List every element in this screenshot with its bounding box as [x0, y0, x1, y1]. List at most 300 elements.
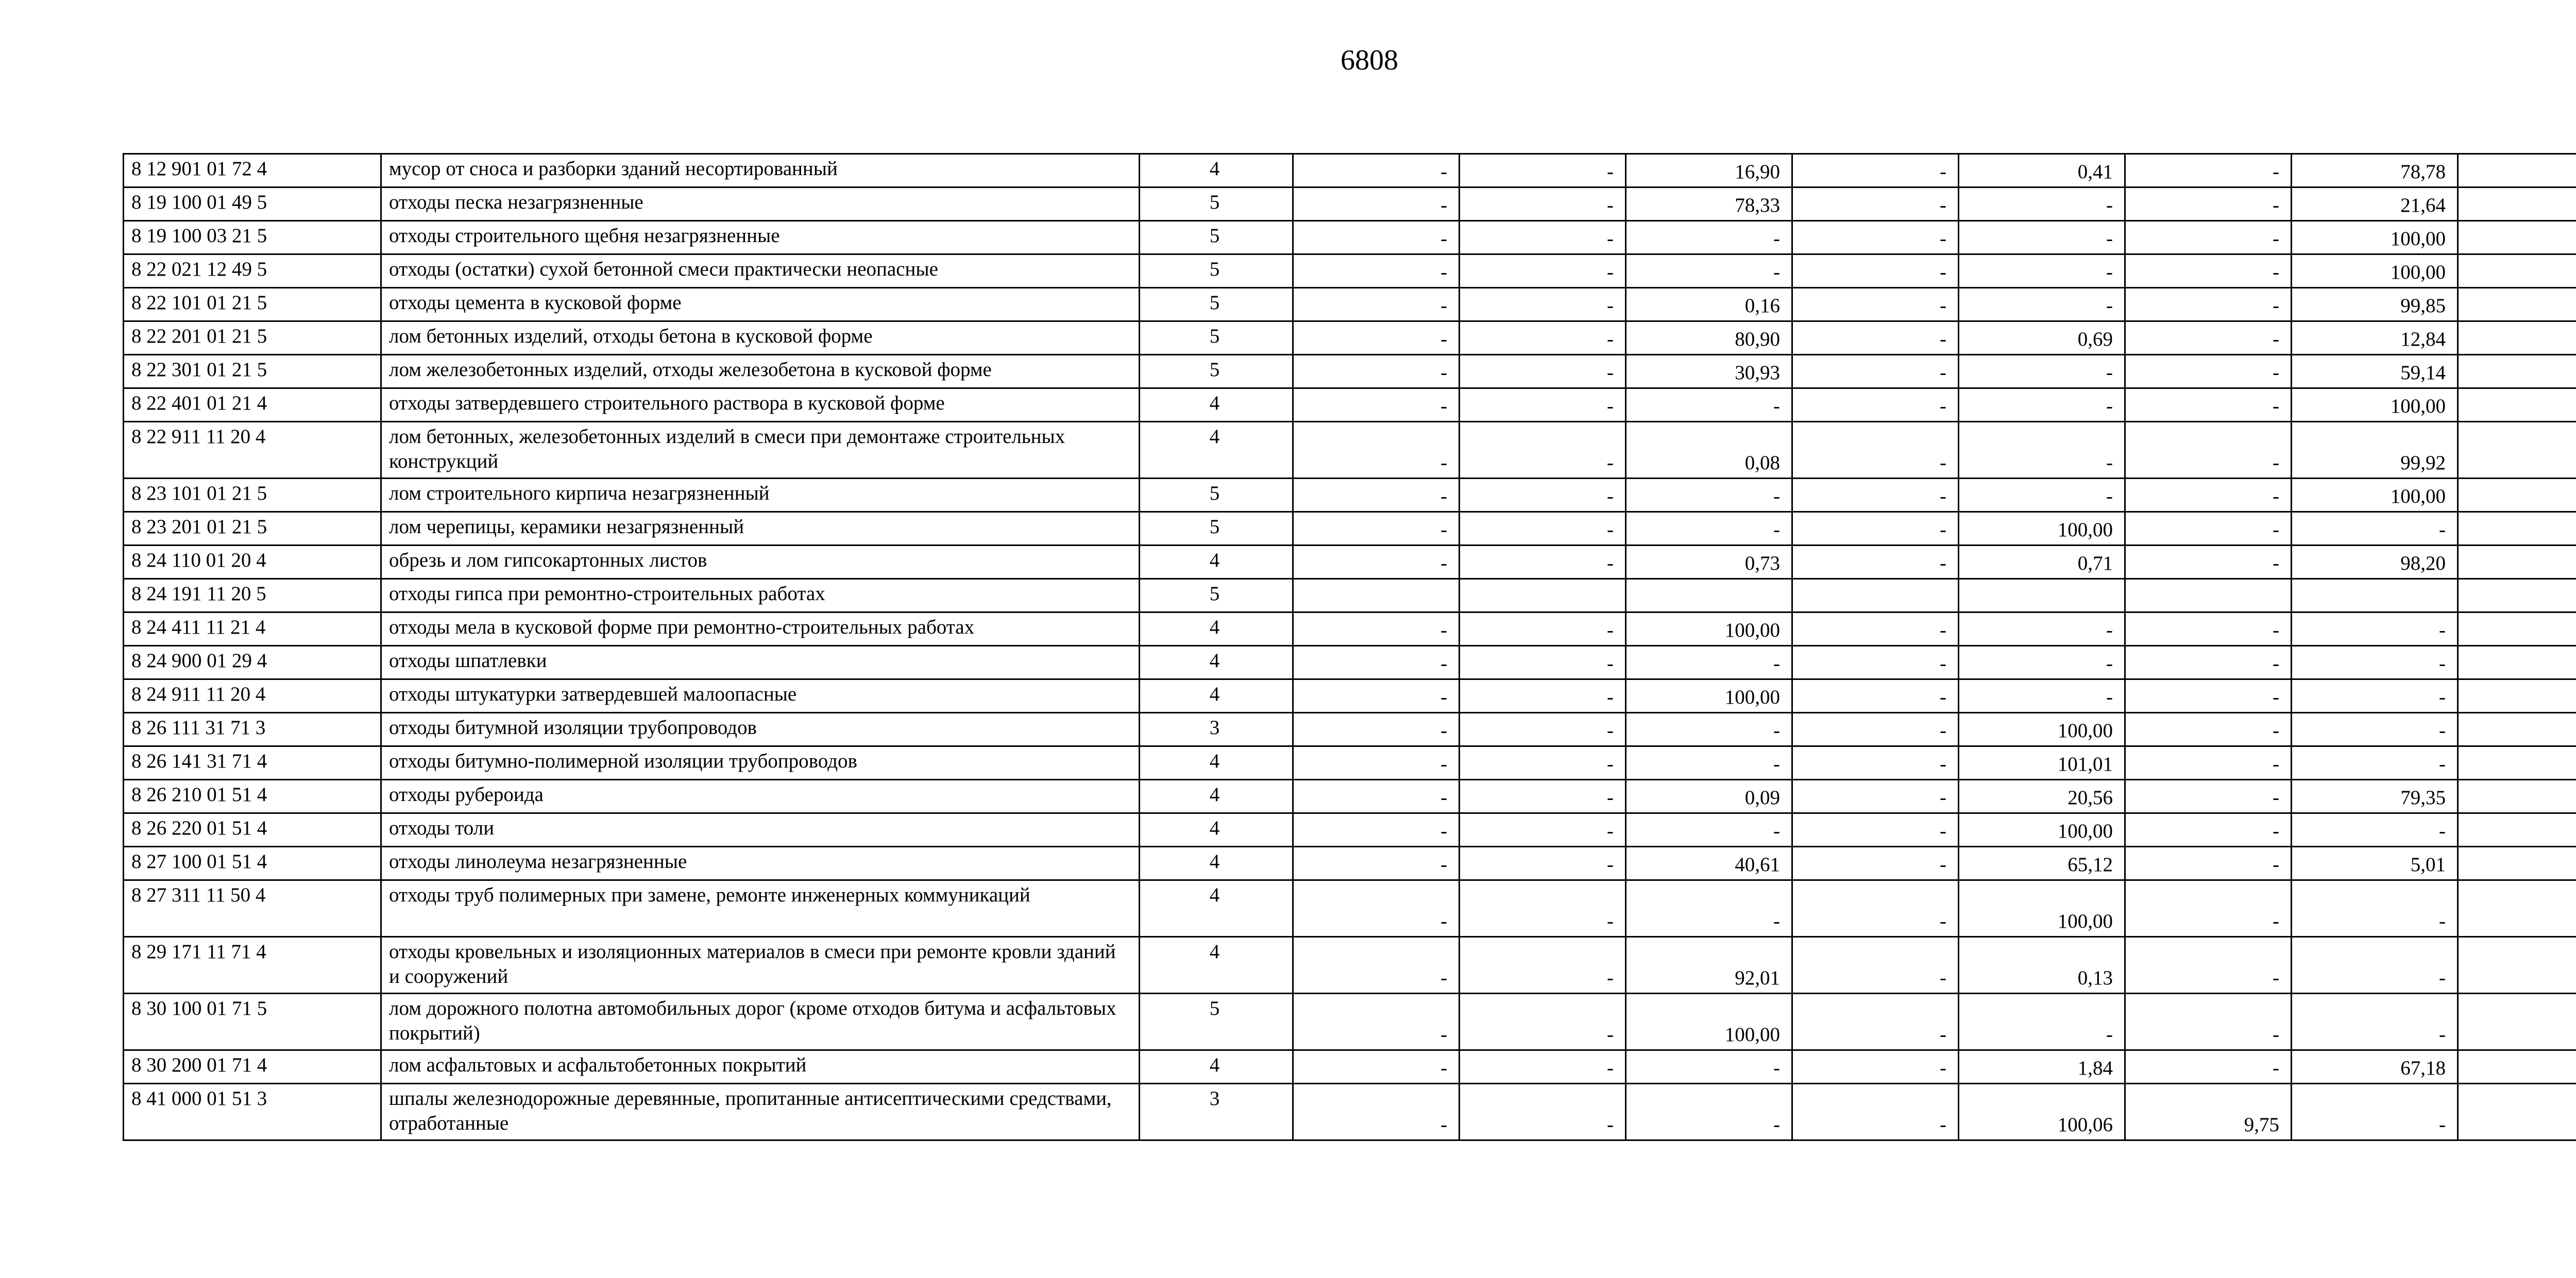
value-cell: 99,92 — [2292, 422, 2458, 479]
waste-code-cell: 8 24 110 01 20 4 — [124, 546, 381, 579]
value-cell: - — [1293, 221, 1460, 254]
value-cell: - — [1792, 713, 1959, 746]
waste-code-cell: 8 41 000 01 51 3 — [124, 1084, 381, 1140]
value-cell: - — [1792, 847, 1959, 880]
value-cell — [2458, 321, 2576, 355]
value-cell: - — [1792, 612, 1959, 646]
value-cell: 0,16 — [1626, 288, 1792, 321]
waste-name-cell: лом железобетонных изделий, отходы железобетона в кусковой форме — [381, 355, 1140, 388]
hazard-class-cell: 5 — [1140, 355, 1293, 388]
value-cell: - — [1293, 1050, 1460, 1084]
waste-name-cell: отходы песка незагрязненные — [381, 188, 1140, 221]
value-cell: - — [2292, 612, 2458, 646]
value-cell: - — [2125, 713, 2292, 746]
value-cell: 100,00 — [2292, 221, 2458, 254]
value-cell: - — [2292, 880, 2458, 937]
value-cell: - — [2125, 479, 2292, 512]
value-cell — [1792, 579, 1959, 612]
value-cell: - — [1626, 479, 1792, 512]
waste-name-cell: лом черепицы, керамики незагрязненный — [381, 512, 1140, 546]
hazard-class-cell: 4 — [1140, 847, 1293, 880]
value-cell: - — [1460, 188, 1626, 221]
value-cell: - — [1792, 880, 1959, 937]
table-row — [124, 746, 2576, 780]
value-cell: - — [1460, 847, 1626, 880]
hazard-class-cell: 5 — [1140, 579, 1293, 612]
value-cell: - — [2125, 254, 2292, 288]
hazard-class-cell: 5 — [1140, 994, 1293, 1050]
value-cell: - — [1293, 937, 1460, 994]
waste-code-cell: 8 24 191 11 20 5 — [124, 579, 381, 612]
value-cell — [2458, 612, 2576, 646]
table-row — [124, 512, 2576, 546]
value-cell: 21,64 — [2292, 188, 2458, 221]
value-cell: 0,69 — [1959, 321, 2125, 355]
value-cell: 100,00 — [1959, 880, 2125, 937]
value-cell — [2458, 154, 2576, 188]
waste-name-cell: обрезь и лом гипсокартонных листов — [381, 546, 1140, 579]
value-cell: - — [1293, 612, 1460, 646]
value-cell: 59,14 — [2292, 355, 2458, 388]
value-cell: - — [1293, 321, 1460, 355]
hazard-class-cell: 4 — [1140, 679, 1293, 713]
waste-code-cell: 8 29 171 11 71 4 — [124, 937, 381, 994]
value-cell: - — [1293, 388, 1460, 422]
hazard-class-cell: 5 — [1140, 512, 1293, 546]
value-cell: - — [2125, 221, 2292, 254]
table-row — [124, 188, 2576, 221]
value-cell — [2458, 388, 2576, 422]
value-cell: 65,12 — [1959, 847, 2125, 880]
value-cell: 0,13 — [1959, 937, 2125, 994]
value-cell: - — [1792, 288, 1959, 321]
value-cell: 12,84 — [2292, 321, 2458, 355]
value-cell: 100,00 — [2292, 388, 2458, 422]
value-cell: - — [2125, 321, 2292, 355]
waste-code-cell: 8 22 201 01 21 5 — [124, 321, 381, 355]
waste-name-cell: отходы кровельных и изоляционных материалов в смеси при ремонте кровли зданий и сооружений — [381, 937, 1140, 994]
value-cell: - — [1626, 221, 1792, 254]
value-cell — [2458, 994, 2576, 1050]
table-row — [124, 1050, 2576, 1084]
value-cell — [2125, 579, 2292, 612]
waste-code-cell: 8 24 411 11 21 4 — [124, 612, 381, 646]
value-cell — [2458, 579, 2576, 612]
value-cell: - — [1626, 813, 1792, 847]
table-row — [124, 813, 2576, 847]
value-cell: 78,78 — [2292, 154, 2458, 188]
value-cell: - — [2292, 646, 2458, 679]
table-row — [124, 321, 2576, 355]
waste-name-cell: шпалы железнодорожные деревянные, пропитанные антисептическими средствами, отработанные — [381, 1084, 1140, 1140]
value-cell: - — [1460, 288, 1626, 321]
value-cell: - — [2292, 813, 2458, 847]
value-cell: - — [1293, 646, 1460, 679]
value-cell: - — [1792, 813, 1959, 847]
value-cell: - — [1293, 813, 1460, 847]
value-cell: 80,90 — [1626, 321, 1792, 355]
value-cell: - — [1460, 713, 1626, 746]
value-cell — [2458, 254, 2576, 288]
value-cell: 1,84 — [1959, 1050, 2125, 1084]
hazard-class-cell: 4 — [1140, 780, 1293, 813]
table-row — [124, 679, 2576, 713]
value-cell: - — [1293, 847, 1460, 880]
value-cell: - — [1959, 422, 2125, 479]
value-cell: - — [1460, 479, 1626, 512]
value-cell: - — [1626, 646, 1792, 679]
table-row — [124, 154, 2576, 188]
value-cell: - — [1792, 388, 1959, 422]
value-cell: - — [1792, 546, 1959, 579]
value-cell: - — [1959, 188, 2125, 221]
value-cell: - — [1626, 1050, 1792, 1084]
value-cell: - — [2292, 713, 2458, 746]
hazard-class-cell: 5 — [1140, 254, 1293, 288]
value-cell: - — [1293, 780, 1460, 813]
value-cell: - — [1792, 479, 1959, 512]
waste-code-cell: 8 26 220 01 51 4 — [124, 813, 381, 847]
value-cell: - — [2125, 1050, 2292, 1084]
value-cell: - — [2125, 188, 2292, 221]
value-cell: 0,09 — [1626, 780, 1792, 813]
value-cell: - — [1293, 512, 1460, 546]
value-cell: - — [1460, 512, 1626, 546]
value-cell: - — [1792, 355, 1959, 388]
table-row — [124, 388, 2576, 422]
page-number: 6808 — [1341, 44, 1398, 76]
value-cell: - — [1293, 994, 1460, 1050]
value-cell: 0,41 — [1959, 154, 2125, 188]
value-cell: - — [1293, 188, 1460, 221]
value-cell — [2458, 221, 2576, 254]
value-cell: - — [2125, 512, 2292, 546]
value-cell: - — [1626, 880, 1792, 937]
table-row — [124, 1084, 2576, 1140]
table-row — [124, 780, 2576, 813]
value-cell: - — [2292, 994, 2458, 1050]
waste-code-cell: 8 30 100 01 71 5 — [124, 994, 381, 1050]
waste-name-cell: отходы труб полимерных при замене, ремонте инженерных коммуникаций — [381, 880, 1140, 937]
value-cell: - — [1293, 746, 1460, 780]
table-row — [124, 937, 2576, 994]
value-cell — [2458, 847, 2576, 880]
value-cell: - — [1792, 780, 1959, 813]
value-cell: - — [1460, 422, 1626, 479]
waste-code-cell: 8 19 100 03 21 5 — [124, 221, 381, 254]
value-cell: - — [1959, 646, 2125, 679]
value-cell: - — [2125, 880, 2292, 937]
value-cell: - — [1460, 880, 1626, 937]
value-cell: 99,85 — [2292, 288, 2458, 321]
value-cell: - — [1626, 512, 1792, 546]
waste-name-cell: лом бетонных, железобетонных изделий в смеси при демонтаже строительных конструкций — [381, 422, 1140, 479]
hazard-class-cell: 4 — [1140, 880, 1293, 937]
value-cell: - — [1460, 1050, 1626, 1084]
hazard-class-cell: 4 — [1140, 646, 1293, 679]
hazard-class-cell: 4 — [1140, 746, 1293, 780]
value-cell: - — [1626, 388, 1792, 422]
value-cell: - — [1460, 546, 1626, 579]
value-cell — [2458, 288, 2576, 321]
value-cell: - — [1460, 321, 1626, 355]
value-cell: - — [2125, 355, 2292, 388]
value-cell — [2458, 479, 2576, 512]
table-row — [124, 254, 2576, 288]
value-cell — [2458, 188, 2576, 221]
waste-code-cell: 8 30 200 01 71 4 — [124, 1050, 381, 1084]
value-cell: - — [1792, 1084, 1959, 1140]
value-cell: - — [2125, 646, 2292, 679]
value-cell: 16,90 — [1626, 154, 1792, 188]
value-cell: 100,00 — [1959, 512, 2125, 546]
waste-name-cell: мусор от сноса и разборки зданий несортированный — [381, 154, 1140, 188]
value-cell — [2458, 746, 2576, 780]
value-cell: - — [1293, 1084, 1460, 1140]
waste-name-cell: отходы рубероида — [381, 780, 1140, 813]
waste-code-cell: 8 26 111 31 71 3 — [124, 713, 381, 746]
table-row — [124, 713, 2576, 746]
value-cell: - — [2125, 612, 2292, 646]
hazard-class-cell: 5 — [1140, 479, 1293, 512]
value-cell: - — [1460, 388, 1626, 422]
value-cell: - — [1293, 154, 1460, 188]
table-row — [124, 612, 2576, 646]
waste-name-cell: лом строительного кирпича незагрязненный — [381, 479, 1140, 512]
value-cell: - — [2125, 847, 2292, 880]
value-cell: - — [1460, 780, 1626, 813]
value-cell — [1293, 579, 1460, 612]
value-cell: 100,00 — [2292, 254, 2458, 288]
value-cell: - — [1460, 746, 1626, 780]
value-cell — [1460, 579, 1626, 612]
waste-name-cell: отходы строительного щебня незагрязненные — [381, 221, 1140, 254]
waste-name-cell: лом бетонных изделий, отходы бетона в кусковой форме — [381, 321, 1140, 355]
value-cell: - — [1626, 254, 1792, 288]
value-cell: - — [1460, 937, 1626, 994]
value-cell: - — [2125, 746, 2292, 780]
value-cell: - — [1293, 880, 1460, 937]
value-cell: - — [2125, 780, 2292, 813]
value-cell: 5,01 — [2292, 847, 2458, 880]
hazard-class-cell: 5 — [1140, 188, 1293, 221]
hazard-class-cell: 4 — [1140, 1050, 1293, 1084]
hazard-class-cell: 4 — [1140, 813, 1293, 847]
value-cell — [2458, 1050, 2576, 1084]
hazard-class-cell: 4 — [1140, 937, 1293, 994]
value-cell: - — [1293, 479, 1460, 512]
value-cell: - — [1293, 713, 1460, 746]
value-cell: - — [1460, 355, 1626, 388]
table-row — [124, 221, 2576, 254]
value-cell: 0,08 — [1626, 422, 1792, 479]
waste-name-cell: лом дорожного полотна автомобильных дорог (кроме отходов битума и асфальтовых покрытий) — [381, 994, 1140, 1050]
table-row — [124, 880, 2576, 937]
value-cell — [2458, 937, 2576, 994]
hazard-class-cell: 4 — [1140, 422, 1293, 479]
value-cell: 9,75 — [2125, 1084, 2292, 1140]
hazard-class-cell: 4 — [1140, 546, 1293, 579]
waste-code-cell: 8 22 911 11 20 4 — [124, 422, 381, 479]
waste-name-cell: отходы мела в кусковой форме при ремонтно-строительных работах — [381, 612, 1140, 646]
value-cell: - — [1460, 254, 1626, 288]
value-cell: 40,61 — [1626, 847, 1792, 880]
hazard-class-cell: 4 — [1140, 154, 1293, 188]
value-cell: - — [1460, 154, 1626, 188]
table-row — [124, 994, 2576, 1050]
waste-name-cell: отходы (остатки) сухой бетонной смеси практически неопасные — [381, 254, 1140, 288]
value-cell: - — [1959, 479, 2125, 512]
waste-name-cell: отходы цемента в кусковой форме — [381, 288, 1140, 321]
value-cell — [2458, 880, 2576, 937]
waste-code-cell: 8 22 401 01 21 4 — [124, 388, 381, 422]
value-cell: - — [1792, 994, 1959, 1050]
value-cell: 100,00 — [1626, 994, 1792, 1050]
value-cell: - — [1792, 512, 1959, 546]
value-cell: - — [1792, 254, 1959, 288]
value-cell: - — [1293, 422, 1460, 479]
hazard-class-cell: 3 — [1140, 1084, 1293, 1140]
value-cell: - — [1959, 355, 2125, 388]
table-row — [124, 479, 2576, 512]
value-cell: - — [1460, 1084, 1626, 1140]
value-cell: 67,18 — [2292, 1050, 2458, 1084]
waste-code-cell: 8 24 911 11 20 4 — [124, 679, 381, 713]
waste-table-body — [124, 154, 2576, 1140]
value-cell: - — [1792, 221, 1959, 254]
value-cell: - — [1792, 679, 1959, 713]
value-cell: - — [1792, 746, 1959, 780]
hazard-class-cell: 3 — [1140, 713, 1293, 746]
value-cell: - — [2125, 937, 2292, 994]
value-cell: - — [1460, 646, 1626, 679]
value-cell — [2458, 355, 2576, 388]
value-cell: - — [2292, 679, 2458, 713]
value-cell: - — [2125, 422, 2292, 479]
waste-code-cell: 8 26 141 31 71 4 — [124, 746, 381, 780]
value-cell: - — [2125, 679, 2292, 713]
value-cell: - — [1460, 994, 1626, 1050]
value-cell: - — [1959, 254, 2125, 288]
value-cell: 101,01 — [1959, 746, 2125, 780]
value-cell: - — [1959, 221, 2125, 254]
value-cell: - — [1792, 937, 1959, 994]
hazard-class-cell: 4 — [1140, 612, 1293, 646]
value-cell — [2458, 422, 2576, 479]
value-cell: - — [2125, 154, 2292, 188]
value-cell: 100,00 — [2292, 479, 2458, 512]
value-cell: - — [1626, 713, 1792, 746]
value-cell: 92,01 — [1626, 937, 1792, 994]
waste-name-cell: отходы линолеума незагрязненные — [381, 847, 1140, 880]
value-cell: 100,00 — [1959, 713, 2125, 746]
value-cell: - — [2125, 546, 2292, 579]
waste-name-cell: отходы битумной изоляции трубопроводов — [381, 713, 1140, 746]
value-cell: - — [1959, 994, 2125, 1050]
value-cell: 78,33 — [1626, 188, 1792, 221]
waste-name-cell: лом асфальтовых и асфальтобетонных покрытий — [381, 1050, 1140, 1084]
table-row — [124, 847, 2576, 880]
value-cell: - — [1959, 288, 2125, 321]
waste-code-cell: 8 27 311 11 50 4 — [124, 880, 381, 937]
value-cell: 0,71 — [1959, 546, 2125, 579]
value-cell: 0,73 — [1626, 546, 1792, 579]
value-cell: - — [1792, 321, 1959, 355]
waste-table — [123, 153, 2576, 1141]
value-cell: - — [2125, 813, 2292, 847]
value-cell: - — [1460, 612, 1626, 646]
waste-code-cell: 8 24 900 01 29 4 — [124, 646, 381, 679]
value-cell: - — [1293, 254, 1460, 288]
value-cell: - — [1293, 288, 1460, 321]
value-cell — [2458, 713, 2576, 746]
waste-code-cell: 8 23 201 01 21 5 — [124, 512, 381, 546]
value-cell: 98,20 — [2292, 546, 2458, 579]
value-cell: - — [1959, 388, 2125, 422]
waste-name-cell: отходы гипса при ремонтно-строительных работах — [381, 579, 1140, 612]
waste-name-cell: отходы затвердевшего строительного раствора в кусковой форме — [381, 388, 1140, 422]
value-cell: - — [1626, 746, 1792, 780]
value-cell: 20,56 — [1959, 780, 2125, 813]
table-row — [124, 546, 2576, 579]
value-cell: - — [1460, 813, 1626, 847]
value-cell — [2458, 512, 2576, 546]
value-cell: 100,00 — [1959, 813, 2125, 847]
value-cell: - — [1792, 646, 1959, 679]
value-cell: - — [1792, 422, 1959, 479]
hazard-class-cell: 4 — [1140, 388, 1293, 422]
waste-name-cell: отходы битумно-полимерной изоляции трубопроводов — [381, 746, 1140, 780]
waste-code-cell: 8 12 901 01 72 4 — [124, 154, 381, 188]
value-cell — [2458, 646, 2576, 679]
value-cell: - — [2125, 288, 2292, 321]
waste-code-cell: 8 19 100 01 49 5 — [124, 188, 381, 221]
value-cell: - — [1460, 679, 1626, 713]
waste-name-cell: отходы шпатлевки — [381, 646, 1140, 679]
table-row — [124, 422, 2576, 479]
waste-code-cell: 8 22 101 01 21 5 — [124, 288, 381, 321]
value-cell: 100,00 — [1626, 679, 1792, 713]
value-cell: 100,06 — [1959, 1084, 2125, 1140]
waste-code-cell: 8 22 021 12 49 5 — [124, 254, 381, 288]
waste-name-cell: отходы штукатурки затвердевшей малоопасные — [381, 679, 1140, 713]
value-cell — [2458, 1084, 2576, 1140]
value-cell: - — [1792, 1050, 1959, 1084]
value-cell: - — [1460, 221, 1626, 254]
value-cell: - — [2125, 994, 2292, 1050]
value-cell — [2458, 780, 2576, 813]
value-cell: - — [1626, 1084, 1792, 1140]
waste-name-cell: отходы толи — [381, 813, 1140, 847]
value-cell: 100,00 — [1626, 612, 1792, 646]
table-row — [124, 579, 2576, 612]
value-cell: - — [1959, 679, 2125, 713]
waste-code-cell: 8 22 301 01 21 5 — [124, 355, 381, 388]
waste-code-cell: 8 23 101 01 21 5 — [124, 479, 381, 512]
table-row — [124, 646, 2576, 679]
value-cell: - — [2292, 512, 2458, 546]
table-row — [124, 288, 2576, 321]
value-cell: 30,93 — [1626, 355, 1792, 388]
value-cell — [2458, 679, 2576, 713]
value-cell — [2292, 579, 2458, 612]
waste-code-cell: 8 27 100 01 51 4 — [124, 847, 381, 880]
value-cell: - — [1792, 188, 1959, 221]
value-cell: - — [2292, 1084, 2458, 1140]
hazard-class-cell: 5 — [1140, 288, 1293, 321]
value-cell: - — [1792, 154, 1959, 188]
value-cell: - — [2292, 746, 2458, 780]
